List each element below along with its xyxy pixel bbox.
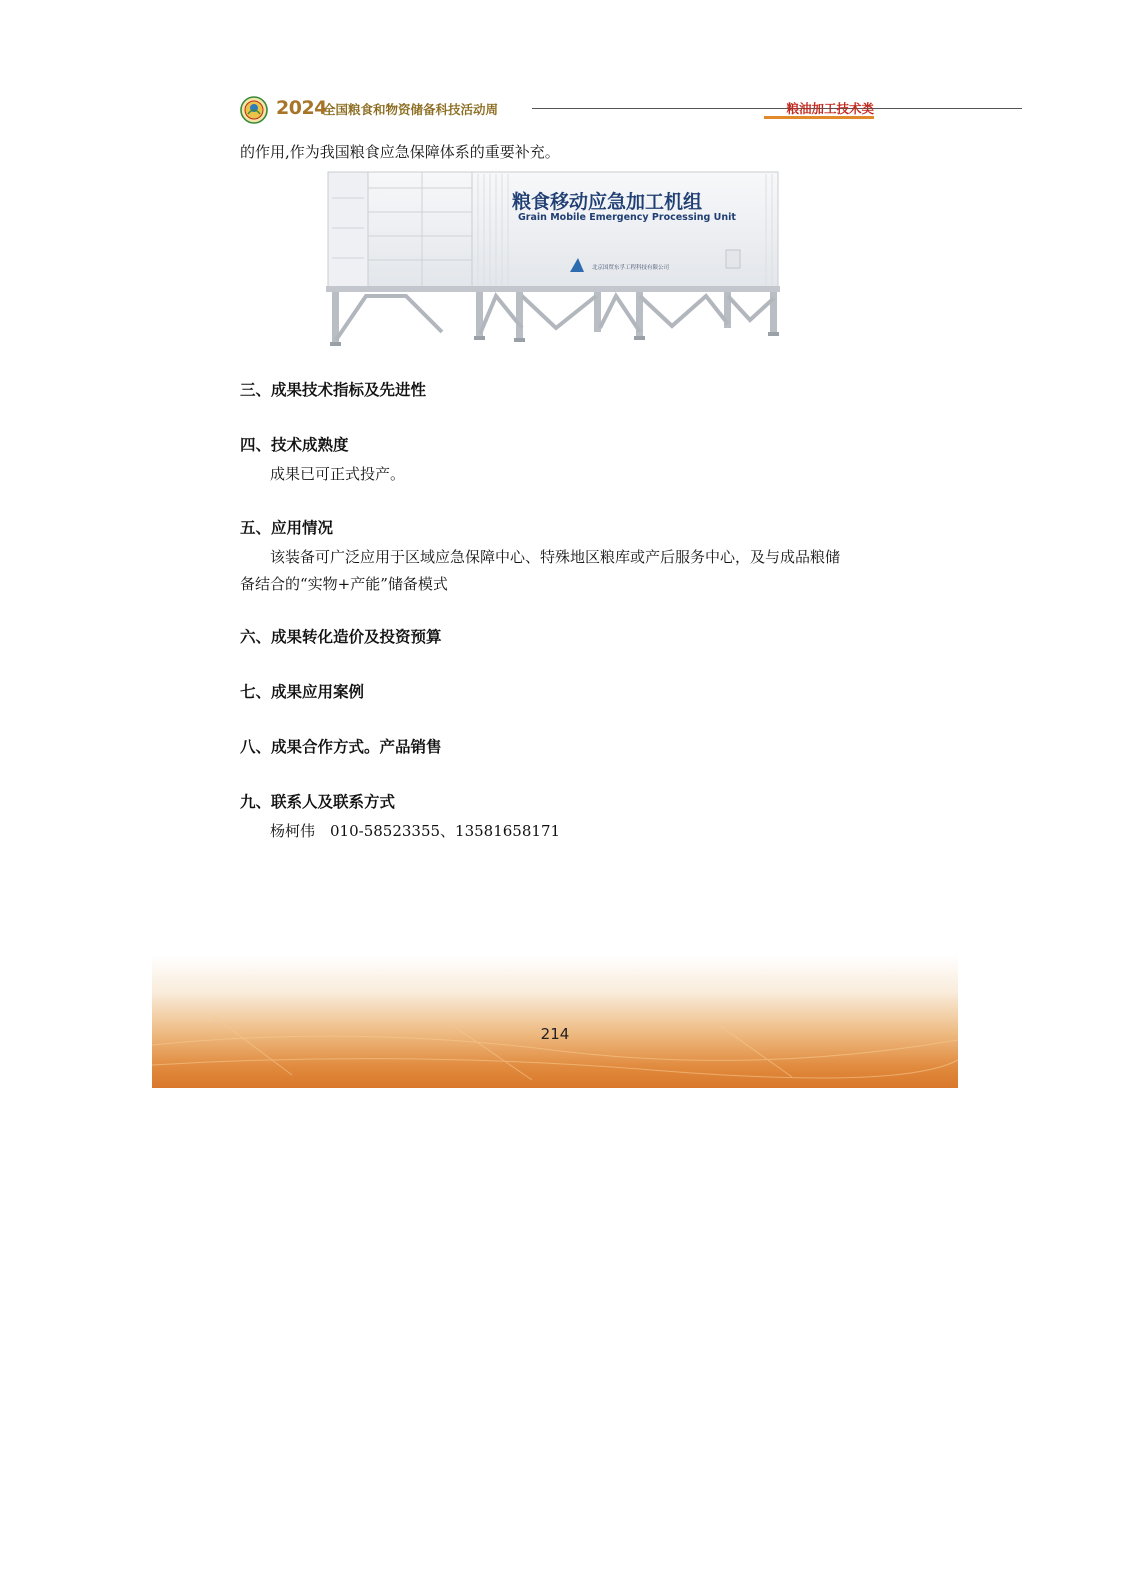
footer-band	[152, 955, 958, 1088]
header-year: 2024	[276, 97, 327, 119]
section-4-heading: 四、技术成熟度	[240, 436, 349, 454]
page-number: 214	[540, 1025, 570, 1043]
header-category-underline	[764, 116, 874, 119]
section-5-body-line-2: 备结合的“实物+产能”储备模式	[240, 575, 448, 593]
contact-line: 杨柯伟 010-58523355、13581658171	[270, 822, 561, 840]
section-8-heading: 八、成果合作方式。产品销售	[240, 738, 442, 756]
section-5-heading: 五、应用情况	[240, 519, 334, 537]
header-category: 粮油加工技术类	[786, 101, 874, 116]
section-7-heading: 七、成果应用案例	[240, 683, 365, 701]
container-unit-figure	[326, 168, 782, 348]
page-header	[240, 94, 880, 126]
section-4-body: 成果已可正式投产。	[270, 465, 406, 483]
header-title: 全国粮食和物资储备科技活动周	[323, 102, 499, 117]
figure-title-en: Grain Mobile Emergency Processing Unit	[518, 212, 736, 223]
section-3-heading: 三、成果技术指标及先进性	[240, 381, 427, 399]
section-5-body-line-1: 该装备可广泛应用于区域应急保障中心、特殊地区粮库或产后服务中心，及与成品粮储	[270, 548, 841, 566]
intro-line: 的作用,作为我国粮食应急保障体系的重要补充。	[240, 143, 560, 161]
header-divider	[532, 108, 1022, 109]
footer-decoration	[152, 955, 958, 1088]
emblem-logo-icon	[240, 96, 268, 124]
figure-title-cn: 粮食移动应急加工机组	[512, 191, 703, 213]
section-9-heading: 九、联系人及联系方式	[240, 793, 396, 811]
section-6-heading: 六、成果转化造价及投资预算	[240, 628, 442, 646]
figure-company: 北京国贸东孚工程科技有限公司	[592, 265, 670, 271]
